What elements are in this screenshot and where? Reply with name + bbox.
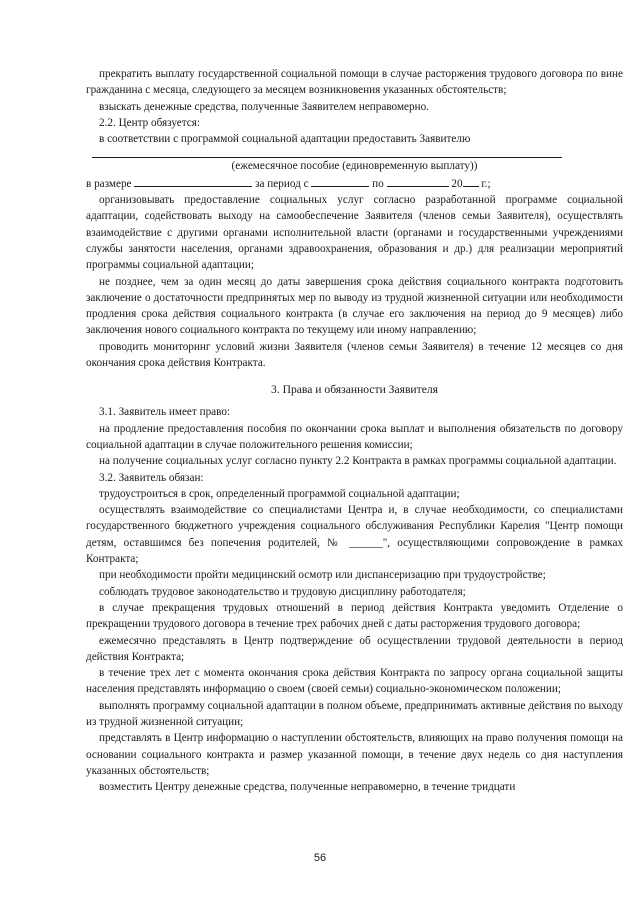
period-from-blank xyxy=(311,175,369,187)
page-number: 56 xyxy=(313,852,327,864)
paragraph-prepare-conclusion: не позднее, чем за один месяц до даты завершения срока действия социального контракта подготовить заключение о достаточности предпринятых мер по выводу из трудной жизненной ситуации или необходимости продления срока действия социального контракта (в случае его заключения на период до 9 месяцев) либо заключения нового социального контракта по текущему или иному направлению; xyxy=(86,275,623,337)
year-prefix: 20 xyxy=(451,177,463,190)
amount-period-line xyxy=(86,175,623,192)
paragraph-duty-reimburse: возместить Центру денежные средства, полученные неправомерно, в течение тридцати xyxy=(99,781,516,794)
paragraph-duty-three-years-info: в течение трех лет с момента окончания срока действия Контракта по запросу органа социальной защиты населения представлять информацию о своем (своей семьи) социально-экономическом положении; xyxy=(86,667,623,696)
paragraph-duty-report-circumstances: представлять в Центр информацию о наступлении обстоятельств, влияющих на право получения помощи на основании социального контракта и размер указанной помощи, в течение двух недель со дня наступления указанных обстоятельств; xyxy=(86,732,623,777)
paragraph-organize-services: организовывать предоставление социальных услуг согласно разработанной программе социальной адаптации, содействовать выходу на самообеспечение Заявителя (членов семьи Заявителя), осуществлять взаимодействие с другими органами исполнительной власти (органами и государственными учреждениями службы занятости населения, органами здравоохранения, образования и др.) для реализации мероприятий программы социальной адаптации; xyxy=(86,194,623,272)
paragraph-duty-employment: трудоустроиться в срок, определенный программой социальной адаптации; xyxy=(99,487,460,500)
period-to-label: по xyxy=(372,177,384,190)
paragraph-center-obligations-heading: 2.2. Центр обязуется: xyxy=(99,116,201,129)
year-blank xyxy=(463,175,479,187)
paragraph-right-extension: на продление предоставления пособия по окончании срока выплат и выполнения обязательств по договору социальной адаптации в случае положительного решения комиссии; xyxy=(86,422,623,451)
amount-label: в размере xyxy=(86,177,132,190)
paragraph-duty-notify-termination: в случае прекращения трудовых отношений в период действия Контракта уведомить Отделение о прекращении трудового договора в течение трех рабочих дней с даты расторжения трудового договора; xyxy=(86,601,623,631)
paragraph-duty-labor-law: соблюдать трудовое законодательство и трудовую дисциплину работодателя; xyxy=(99,585,466,598)
paragraph-provide-to-applicant: в соответствии с программой социальной адаптации предоставить Заявителю xyxy=(99,133,471,146)
amount-blank xyxy=(134,175,252,187)
period-from-label: за период с xyxy=(255,177,309,190)
benefit-type-caption: (ежемесячное пособие (единовременную выплату)) xyxy=(231,160,478,173)
period-to-blank xyxy=(387,175,449,187)
paragraph-right-services: на получение социальных услуг согласно пункту 2.2 Контракта в рамках программы социальной адаптации. xyxy=(99,455,617,468)
paragraph-duty-monthly-confirmation: ежемесячно представлять в Центр подтверждение об осуществлении трудовой деятельности в период действия Контракта; xyxy=(86,634,623,663)
section-3-title: 3. Права и обязанности Заявителя xyxy=(271,383,438,397)
benefit-type-blank-line xyxy=(92,147,562,158)
paragraph-duty-medical: при необходимости пройти медицинский осмотр или диспансеризацию при трудоустройстве; xyxy=(99,569,546,582)
paragraph-monitoring: проводить мониторинг условий жизни Заявителя (членов семьи Заявителя) в течение 12 месяцев со дня окончания срока действия Контракта. xyxy=(86,340,623,370)
document-page xyxy=(86,66,623,795)
paragraph-duty-cooperation: осуществлять взаимодействие со специалистами Центра и, в случае необходимости, со специалистами государственного бюджетного учреждения социального обслуживания Республики Карелия "Центр помощи детям, оставшимся без попечения родителей, № ______", осуществляющими сопровождение в рамках Контракта; xyxy=(86,504,623,566)
paragraph-recover-funds: взыскать денежные средства, полученные Заявителем неправомерно. xyxy=(99,100,429,113)
paragraph-rights-heading: 3.1. Заявитель имеет право: xyxy=(99,406,231,419)
year-suffix: г.; xyxy=(481,177,491,190)
paragraph-duties-heading: 3.2. Заявитель обязан: xyxy=(99,471,204,484)
paragraph-duty-program-execution: выполнять программу социальной адаптации в полном объеме, предпринимать активные действия по выходу из трудной жизненной ситуации; xyxy=(86,699,623,728)
paragraph-terminate-payment: прекратить выплату государственной социальной помощи в случае расторжения трудового договора по вине гражданина с месяца, следующего за месяцем возникновения указанных обстоятельств; xyxy=(86,68,623,97)
